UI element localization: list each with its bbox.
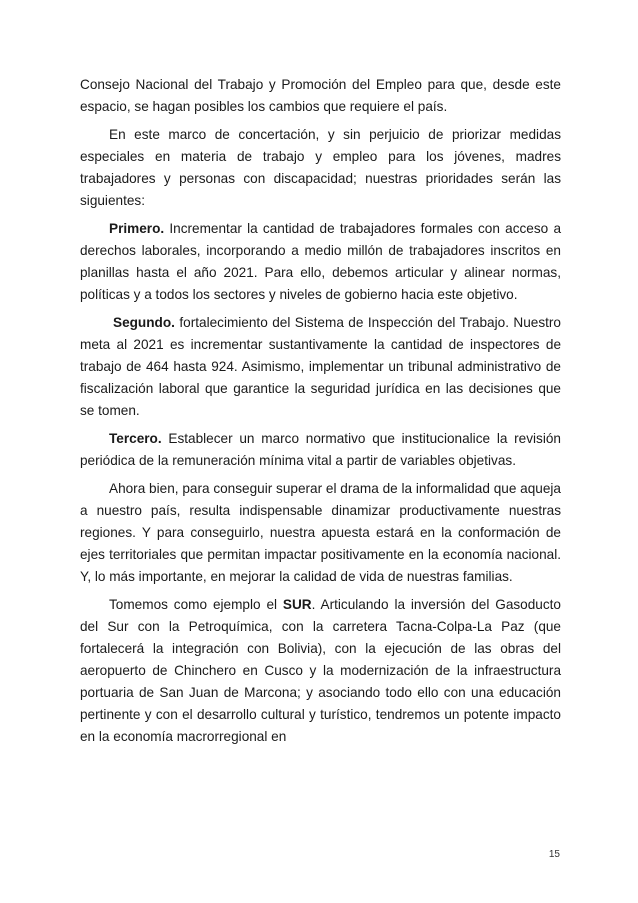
paragraph-framework xyxy=(80,124,561,212)
page-number: 15 xyxy=(548,849,560,860)
paragraph-text: En este marco de concertación, y sin perjuicio de priorizar medidas especiales en materia de trabajo y empleo para los jóvenes, madres trabajadores y personas con discapacidad; nuestras prioridades serán las siguientes: xyxy=(80,127,561,208)
paragraph-south-example xyxy=(80,594,561,748)
paragraph-priority-second xyxy=(80,312,561,422)
document-body xyxy=(80,74,561,754)
paragraph-priority-third xyxy=(80,428,561,472)
paragraph-text-before: Tomemos como ejemplo el xyxy=(109,597,283,612)
priority-lead-third: Tercero. xyxy=(109,431,162,446)
paragraph-text: Incrementar la cantidad de trabajadores formales con acceso a derechos laborales, incorporando a medio millón de trabajadores inscritos en planillas hasta el año 2021. Para ello, debemos articular y alinear normas, políticas y a todos los sectores y niveles de gobierno hacia este objetivo. xyxy=(80,221,561,302)
paragraph-text: fortalecimiento del Sistema de Inspección del Trabajo. Nuestro meta al 2021 es incrementar sustantivamente la cantidad de inspectores de trabajo de 464 hasta 924. Asimismo, implementar un tribunal administrativo de fiscalización laboral que garantice la seguridad jurídica en las decisiones que se tomen. xyxy=(80,315,561,418)
paragraph-priority-first xyxy=(80,218,561,306)
paragraph-text-after: . Articulando la inversión del Gasoducto del Sur con la Petroquímica, con la carretera Tacna-Colpa-La Paz (que fortalecerá la integración con Bolivia), con la ejecución de las obras del aeropuerto de Chinchero en Cusco y la modernización de la infraestructura portuaria de San Juan de Marcona; y asociando todo ello con una educación pertinente y con el desarrollo cultural y turístico, tendremos un potente impacto en la economía macrorregional en xyxy=(80,597,561,744)
paragraph-text: Establecer un marco normativo que institucionalice la revisión periódica de la remuneración mínima vital a partir de variables objetivas. xyxy=(80,431,561,468)
emphasis-sur: SUR xyxy=(282,597,312,612)
paragraph-informality xyxy=(80,478,561,588)
paragraph-council xyxy=(80,74,561,118)
paragraph-text: Ahora bien, para conseguir superar el drama de la informalidad que aqueja a nuestro país, resulta indispensable dinamizar productivamente nuestras regiones. Y para conseguirlo, nuestra apuesta estará en la conformación de ejes territoriales que permitan impactar positivamente en la economía nacional. Y, lo más importante, en mejorar la calidad de vida de nuestras familias. xyxy=(80,481,561,584)
priority-lead-second: Segundo. xyxy=(113,315,175,330)
priority-lead-first: Primero. xyxy=(109,221,165,236)
paragraph-text: Consejo Nacional del Trabajo y Promoción del Empleo para que, desde este espacio, se hagan posibles los cambios que requiere el país. xyxy=(80,77,561,114)
